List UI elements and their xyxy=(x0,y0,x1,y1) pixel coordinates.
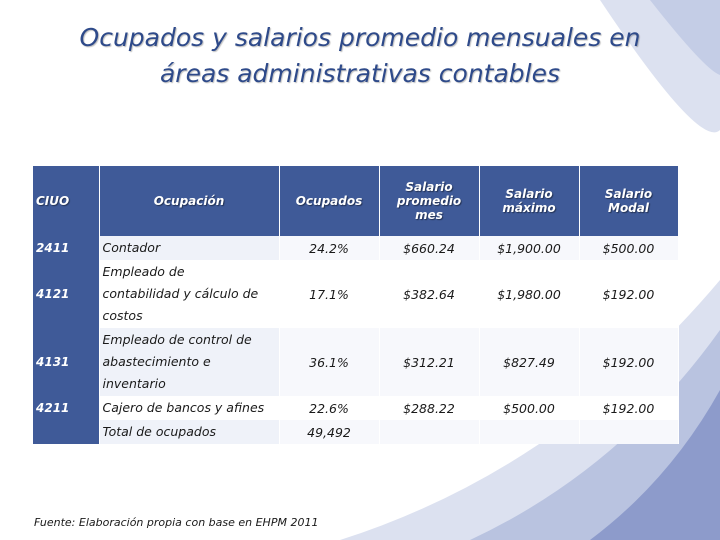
cell-avg-salary: $312.21 xyxy=(379,328,479,396)
occupation-line: Cajero de bancos y afines xyxy=(102,400,265,415)
header-employed: Ocupados xyxy=(279,166,379,236)
header-avg-salary-line: promedio xyxy=(396,194,462,208)
cell-max-salary: $1,980.00 xyxy=(479,260,579,328)
header-avg-salary-line: mes xyxy=(415,208,443,222)
header-avg-salary-line: Salario xyxy=(405,180,453,194)
header-avg-salary xyxy=(379,166,479,236)
header-occupation: Ocupación xyxy=(99,166,279,236)
cell-avg-salary: $382.64 xyxy=(379,260,479,328)
occupation-line: inventario xyxy=(102,376,166,391)
table-row xyxy=(33,396,678,420)
occupation-line: contabilidad y cálculo de xyxy=(102,286,259,301)
occupation-line: abastecimiento e xyxy=(102,354,211,369)
header-modal-salary-line: Salario xyxy=(604,187,653,201)
cell-total-employed: 49,492 xyxy=(279,420,379,444)
cell-empty xyxy=(479,420,579,444)
cell-occupation xyxy=(99,260,279,328)
header-ciuo: CIUO xyxy=(33,166,99,236)
cell-modal-salary: $192.00 xyxy=(579,396,678,420)
header-modal-salary xyxy=(579,166,678,236)
cell-employed: 22.6% xyxy=(279,396,379,420)
table-row xyxy=(33,328,678,396)
cell-employed: 36.1% xyxy=(279,328,379,396)
cell-modal-salary: $500.00 xyxy=(579,236,678,260)
cell-max-salary: $1,900.00 xyxy=(479,236,579,260)
cell-code: 4211 xyxy=(33,396,99,420)
table-row xyxy=(33,260,678,328)
cell-max-salary: $827.49 xyxy=(479,328,579,396)
cell-occupation xyxy=(99,328,279,396)
cell-avg-salary: $288.22 xyxy=(379,396,479,420)
cell-occupation xyxy=(99,396,279,420)
cell-total-label: Total de ocupados xyxy=(99,420,279,444)
header-max-salary-line: máximo xyxy=(502,201,556,215)
title-line-1: Ocupados y salarios promedio mensuales en xyxy=(79,23,641,52)
cell-employed: 24.2% xyxy=(279,236,379,260)
cell-code-empty xyxy=(33,420,99,444)
header-max-salary xyxy=(479,166,579,236)
occupation-line: costos xyxy=(102,308,143,323)
header-max-salary-line: Salario xyxy=(505,187,553,201)
cell-modal-salary: $192.00 xyxy=(579,260,678,328)
cell-occupation xyxy=(99,236,279,260)
cell-avg-salary: $660.24 xyxy=(379,236,479,260)
table-header-row xyxy=(33,166,678,236)
title-line-2: áreas administrativas contables xyxy=(159,59,561,88)
cell-employed: 17.1% xyxy=(279,260,379,328)
cell-code: 2411 xyxy=(33,236,99,260)
page-title xyxy=(40,20,680,92)
table-total-row xyxy=(33,420,678,444)
cell-modal-salary: $192.00 xyxy=(579,328,678,396)
cell-code: 4131 xyxy=(33,328,99,396)
header-modal-salary-line: Modal xyxy=(608,201,649,215)
salary-table xyxy=(33,166,679,444)
cell-empty xyxy=(579,420,678,444)
occupation-line: Empleado de xyxy=(102,264,185,279)
occupation-line: Contador xyxy=(102,240,161,255)
source-note: Fuente: Elaboración propia con base en EHPM 2011 xyxy=(34,516,319,529)
cell-code: 4121 xyxy=(33,260,99,328)
table-row xyxy=(33,236,678,260)
occupation-line: Empleado de control de xyxy=(102,332,252,347)
cell-empty xyxy=(379,420,479,444)
cell-max-salary: $500.00 xyxy=(479,396,579,420)
